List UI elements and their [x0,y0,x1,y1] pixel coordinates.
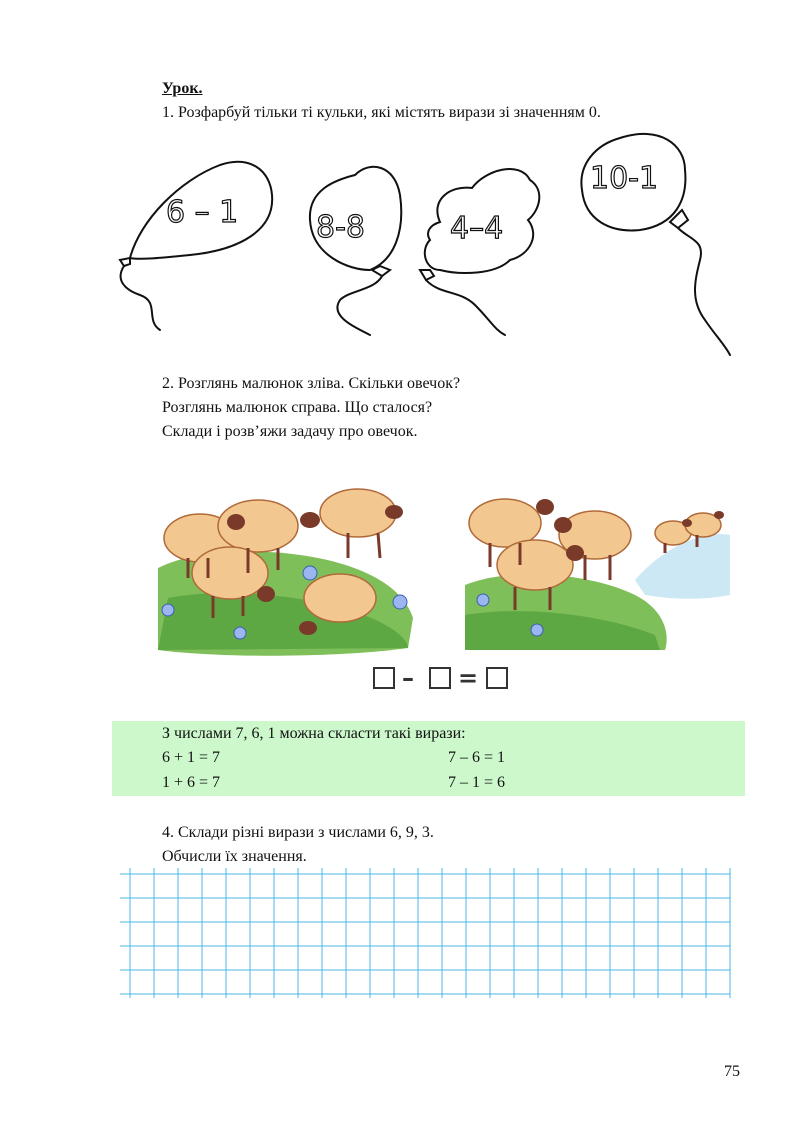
equation-minus: – [402,664,414,692]
expression-2: 7 – 6 = 1 [448,749,506,766]
lesson-heading: Урок. [162,80,203,97]
task2-line-2: Розглянь малюнок справа. Що сталося? [162,399,433,416]
balloon-4-expression: 10-1 [590,161,659,196]
task4-line-1: 4. Склади різні вирази з числами 6, 9, 3. [162,824,434,841]
task1-instruction: 1. Розфарбуй тільки ті кульки, які містять вирази зі значенням 0. [162,104,601,121]
balloon-2-expression: 8-8 [316,210,365,245]
page-number: 75 [724,1063,740,1080]
task2-line-1: 2. Розглянь малюнок зліва. Скільки овечок? [162,375,461,392]
expression-1: 6 + 1 = 7 [162,749,221,766]
balloon-1[interactable] [120,162,272,330]
sheep-picture-left [158,478,416,658]
expression-4: 7 – 1 = 6 [448,774,506,791]
sheep-picture-right [465,485,737,655]
balloons-illustration [100,130,760,370]
task2-line-3: Склади і розв’яжи задачу про овечок. [162,423,418,440]
expression-3: 1 + 6 = 7 [162,774,221,791]
info-intro: З числами 7, 6, 1 можна скласти такі вирази: [162,725,466,742]
answer-grid[interactable] [120,868,740,1004]
balloon-3-expression: 4–4 [450,211,504,246]
equation-box-1[interactable] [373,667,395,689]
balloon-1-expression: 6 – 1 [166,195,239,230]
balloon-3[interactable] [420,169,539,335]
task4-line-2: Обчисли їх значення. [162,848,307,865]
equation-box-3[interactable] [486,667,508,689]
equation-box-2[interactable] [429,667,451,689]
balloon-2[interactable] [310,167,401,335]
equation-equals: = [458,664,479,692]
